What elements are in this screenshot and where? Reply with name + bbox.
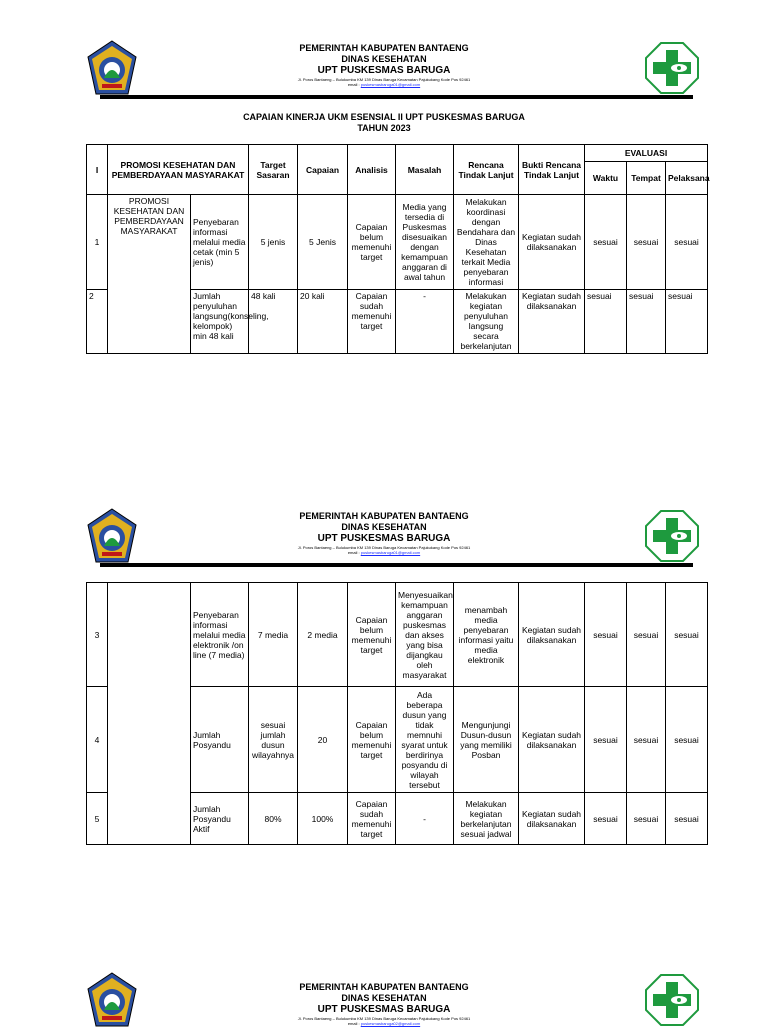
performance-table bbox=[86, 144, 708, 354]
letterhead-institution: UPT PUSKESMAS BARUGA bbox=[317, 533, 451, 544]
row-pelaksana: sesuai bbox=[666, 583, 708, 687]
header-capaian: Capaian bbox=[298, 145, 348, 195]
row-indikator: Penyebaran informasi melalui media cetak (min 5 jenis) bbox=[191, 195, 249, 290]
row-waktu: sesuai bbox=[585, 290, 627, 354]
header-rencana: Rencana Tindak Lanjut bbox=[454, 145, 519, 195]
row-no: 1 bbox=[87, 195, 108, 290]
letterhead-email-line bbox=[240, 550, 528, 555]
health-cross-logo-icon bbox=[645, 510, 699, 562]
letterhead-email-line bbox=[240, 82, 528, 87]
letterhead-address: Jl. Poros Bantaeng – Bulukumba KM 139 Dinas Baruga Kecamatan Pajukukang Kode Pos 92461 bbox=[297, 545, 471, 550]
letterhead-institution: UPT PUSKESMAS BARUGA bbox=[317, 65, 451, 76]
row-no: 3 bbox=[87, 583, 108, 687]
row-pelaksana: sesuai bbox=[666, 195, 708, 290]
email-label: email : bbox=[347, 550, 360, 555]
row-masalah: Menyesuaikan kemampuan anggaran puskesmas dan akses yang bisa dijangkau oleh masyarakat bbox=[396, 583, 454, 687]
row-target: 80% bbox=[249, 793, 298, 845]
letterhead-address: Jl. Poros Bantaeng – Bulukumba KM 139 Dinas Baruga Kecamatan Pajukukang Kode Pos 92461 bbox=[297, 77, 471, 82]
row-waktu: sesuai bbox=[585, 687, 627, 793]
header-program: PROMOSI KESEHATAN DAN PEMBERDAYAAN MASYARAKAT bbox=[108, 145, 249, 195]
row-rencana: menambah media penyebaran informasi yaitu media elektronik bbox=[454, 583, 519, 687]
row-target: sesuai jumlah dusun wilayahnya bbox=[249, 687, 298, 793]
row-no: 5 bbox=[87, 793, 108, 845]
row-tempat: sesuai bbox=[627, 290, 666, 354]
row-masalah: Ada beberapa dusun yang tidak memnuhi syarat untuk berdirinya posyandu di wilayah tersebut bbox=[396, 687, 454, 793]
row-indikator: Jumlah Posyandu Aktif bbox=[191, 793, 249, 845]
row-bukti: Kegiatan sudah dilaksanakan bbox=[519, 195, 585, 290]
row-waktu: sesuai bbox=[585, 583, 627, 687]
row-target: 7 media bbox=[249, 583, 298, 687]
row-masalah: Media yang tersedia di Puskesmas disesuaikan dengan kemampuan anggaran di awal tahun bbox=[396, 195, 454, 290]
health-cross-logo-icon bbox=[645, 42, 699, 94]
row-indikator: Penyebaran informasi melalui media elektronik /on line (7 media) bbox=[191, 583, 249, 687]
header-waktu: Waktu bbox=[585, 162, 627, 195]
letterhead bbox=[0, 40, 768, 100]
header-pelaksana: Pelaksana bbox=[666, 162, 708, 195]
row-pelaksana: sesuai bbox=[666, 793, 708, 845]
report-title: CAPAIAN KINERJA UKM ESENSIAL II UPT PUSKESMAS BARUGA bbox=[243, 112, 525, 122]
row-bukti: Kegiatan sudah dilaksanakan bbox=[519, 793, 585, 845]
header-tempat: Tempat bbox=[627, 162, 666, 195]
letterhead-text bbox=[240, 511, 528, 555]
row-tempat: sesuai bbox=[627, 687, 666, 793]
header-no: I bbox=[87, 145, 108, 195]
document-page-2 bbox=[0, 480, 768, 960]
row-analisis: Capaian sudah memenuhi target bbox=[348, 290, 396, 354]
bantaeng-emblem-icon bbox=[86, 508, 138, 564]
bantaeng-emblem-icon bbox=[86, 40, 138, 96]
row-rencana: Mengunjungi Dusun-dusun yang memiliki Posban bbox=[454, 687, 519, 793]
row-waktu: sesuai bbox=[585, 793, 627, 845]
email-link[interactable]: puskesmasbaruga01@gmail.com bbox=[360, 550, 421, 555]
performance-table-continued bbox=[86, 582, 708, 845]
letterhead-department: DINAS KESEHATAN bbox=[341, 993, 427, 1003]
row-capaian: 20 kali bbox=[298, 290, 348, 354]
row-rencana: Melakukan kegiatan berkelanjutan sesuai jadwal bbox=[454, 793, 519, 845]
row-analisis: Capaian belum memenuhi target bbox=[348, 195, 396, 290]
header-target: Target Sasaran bbox=[249, 145, 298, 195]
bantaeng-emblem-icon bbox=[86, 972, 138, 1028]
row-bukti: Kegiatan sudah dilaksanakan bbox=[519, 687, 585, 793]
letterhead-government: PEMERINTAH KABUPATEN BANTAENG bbox=[299, 511, 469, 521]
table-header-row bbox=[87, 145, 708, 162]
row-no: 2 bbox=[87, 290, 108, 354]
row-pelaksana: sesuai bbox=[666, 687, 708, 793]
letterhead-email-line bbox=[240, 1021, 528, 1026]
row-pelaksana: sesuai bbox=[666, 290, 708, 354]
letterhead-department: DINAS KESEHATAN bbox=[341, 54, 427, 64]
report-year: TAHUN 2023 bbox=[357, 123, 411, 133]
row-analisis: Capaian belum memenuhi target bbox=[348, 583, 396, 687]
row-indikator: Jumlah Posyandu bbox=[191, 687, 249, 793]
document-page-3 bbox=[0, 960, 768, 1024]
letterhead-rule bbox=[100, 563, 693, 567]
row-tempat: sesuai bbox=[627, 195, 666, 290]
document-page-1 bbox=[0, 0, 768, 480]
letterhead-address: Jl. Poros Bantaeng – Bulukumba KM 139 Dinas Baruga Kecamatan Pajukukang Kode Pos 92461 bbox=[297, 1016, 471, 1021]
row-capaian: 5 Jenis bbox=[298, 195, 348, 290]
row-masalah: - bbox=[396, 290, 454, 354]
row-rencana: Melakukan koordinasi dengan Bendahara dan Dinas Kesehatan terkait Media penyebaran informasi bbox=[454, 195, 519, 290]
program-cell: PROMOSI KESEHATAN DAN PEMBERDAYAAN MASYARAKAT bbox=[108, 195, 191, 354]
row-masalah: - bbox=[396, 793, 454, 845]
row-analisis: Capaian sudah memenuhi target bbox=[348, 793, 396, 845]
row-target: 5 jenis bbox=[249, 195, 298, 290]
letterhead-government: PEMERINTAH KABUPATEN BANTAENG bbox=[299, 43, 469, 53]
row-tempat: sesuai bbox=[627, 583, 666, 687]
row-capaian: 100% bbox=[298, 793, 348, 845]
letterhead-department: DINAS KESEHATAN bbox=[341, 522, 427, 532]
header-evaluasi: EVALUASI bbox=[585, 145, 708, 162]
email-link[interactable]: puskesmasbaruga01@gmail.com bbox=[360, 82, 421, 87]
program-cell-empty bbox=[108, 583, 191, 845]
row-capaian: 20 bbox=[298, 687, 348, 793]
header-bukti: Bukti Rencana Tindak Lanjut bbox=[519, 145, 585, 195]
row-no: 4 bbox=[87, 687, 108, 793]
letterhead-rule bbox=[100, 95, 693, 99]
row-rencana: Melakukan kegiatan penyuluhan langsung secara berkelanjutan bbox=[454, 290, 519, 354]
table-row bbox=[87, 195, 708, 290]
header-masalah: Masalah bbox=[396, 145, 454, 195]
header-analisis: Analisis bbox=[348, 145, 396, 195]
letterhead-text bbox=[240, 982, 528, 1026]
row-bukti: Kegiatan sudah dilaksanakan bbox=[519, 290, 585, 354]
letterhead-government: PEMERINTAH KABUPATEN BANTAENG bbox=[299, 982, 469, 992]
row-indikator: Jumlah penyuluhan langsung(konseling, kelompok) min 48 kali bbox=[191, 290, 249, 354]
row-capaian: 2 media bbox=[298, 583, 348, 687]
email-link[interactable]: puskesmasbaruga02@gmail.com bbox=[360, 1021, 421, 1026]
row-analisis: Capaian belum memenuhi target bbox=[348, 687, 396, 793]
health-cross-logo-icon bbox=[645, 974, 699, 1026]
report-title-block bbox=[0, 112, 768, 134]
email-label: email : bbox=[347, 1021, 360, 1026]
row-waktu: sesuai bbox=[585, 195, 627, 290]
letterhead-institution: UPT PUSKESMAS BARUGA bbox=[317, 1004, 451, 1015]
row-bukti: Kegiatan sudah dilaksanakan bbox=[519, 583, 585, 687]
table-row bbox=[87, 583, 708, 687]
letterhead-text bbox=[240, 43, 528, 87]
letterhead bbox=[0, 972, 768, 1032]
row-tempat: sesuai bbox=[627, 793, 666, 845]
letterhead bbox=[0, 508, 768, 568]
row-target: 48 kali bbox=[249, 290, 298, 354]
email-label: email : bbox=[347, 82, 360, 87]
